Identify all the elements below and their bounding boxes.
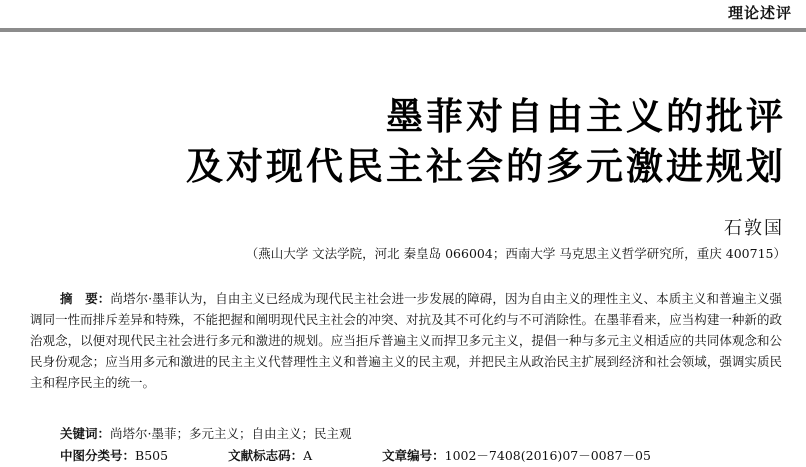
keywords-label: 关键词： [60, 426, 111, 441]
abstract-text: 尚塔尔·墨菲认为，自由主义已经成为现代民主社会进一步发展的障碍，因为自由主义的理性主义、本质主义和普遍主义强调同一性而排斥差异和特殊，不能把握和阐明现代民主社会的冲突、对抗及其不可化约与不可消除性。在墨菲看来，应当构建一种新的政治观念，以便对现代民主社会进行多元和激进的规划。应当拒斥普遍主义而捍卫多元主义，提倡一种与多元主义相适应的共同体观念和公民身份观念；应当用多元和激进的民主主义代替理性主义和普遍主义的民主观，并把民主从政治民主扩展到经济和社会领域，强调实质民主和程序民主的统一。 [30, 291, 782, 390]
clc-label: 中图分类号： [60, 448, 136, 463]
clc-value: B505 [135, 448, 169, 463]
article-no-label: 文章编号： [382, 448, 445, 463]
author-affiliation: （燕山大学 文法学院，河北 秦皇岛 066004；西南大学 马克思主义哲学研究所，重庆 400715） [245, 246, 786, 261]
abstract [30, 288, 782, 393]
header-rule [0, 28, 806, 32]
author-name: 石敦国 [724, 218, 784, 239]
title-line-1: 墨菲对自由主义的批评 [386, 95, 786, 138]
article-title [186, 92, 786, 192]
doc-code-label: 文献标志码： [228, 448, 304, 463]
keywords-value: 尚塔尔·墨菲；多元主义；自由主义；民主观 [110, 426, 352, 441]
title-line-2: 及对现代民主社会的多元激进规划 [186, 145, 786, 188]
section-header: 理论述评 [727, 4, 792, 22]
article-no-value: 1002－7408(2016)07－0087－05 [444, 448, 651, 463]
doc-code-value: A [303, 448, 313, 463]
classification-row [60, 446, 651, 464]
keywords-row [60, 424, 352, 442]
abstract-label: 摘 要： [60, 291, 111, 306]
